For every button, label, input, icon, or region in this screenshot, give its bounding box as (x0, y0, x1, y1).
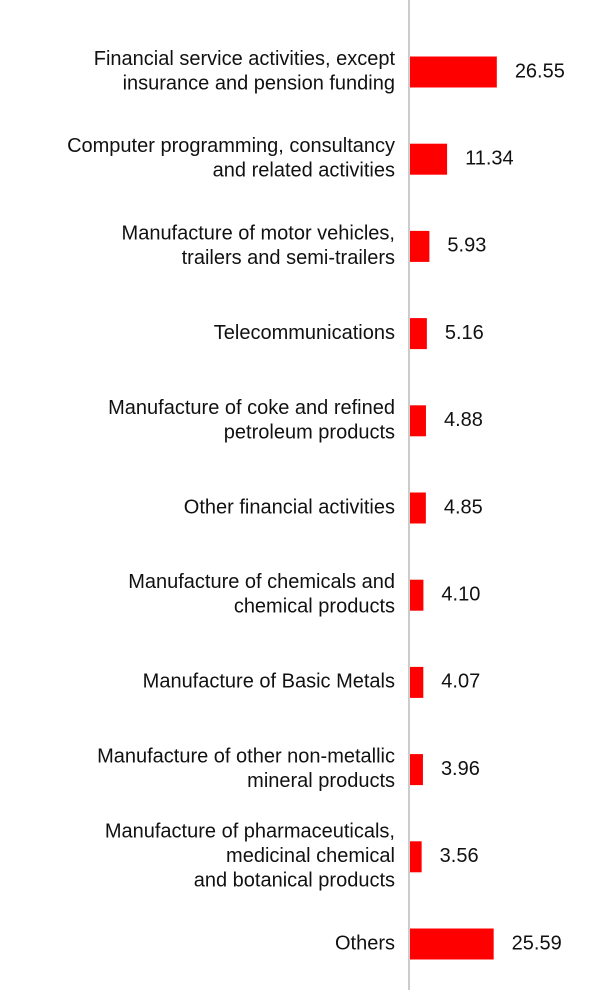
value-label: 11.34 (465, 147, 514, 170)
category-label: trailers and semi-trailers (181, 246, 395, 269)
bar (410, 580, 423, 611)
value-label: 3.56 (439, 845, 479, 868)
category-label: Computer programming, consultancy (67, 135, 395, 158)
value-label: 4.85 (443, 496, 483, 519)
category-label: Manufacture of pharmaceuticals, (104, 820, 395, 843)
bar-row (67, 135, 514, 182)
bar (410, 57, 497, 88)
chart-rows (67, 48, 565, 959)
value-label: 4.10 (441, 583, 481, 606)
value-label: 25.59 (511, 932, 562, 955)
bar (410, 929, 494, 960)
category-label: mineral products (247, 770, 395, 793)
category-label: medicinal chemical (226, 845, 395, 868)
bar (410, 667, 423, 698)
bar (410, 144, 447, 175)
bar-row (105, 821, 479, 892)
category-label: Others (334, 932, 395, 955)
category-label: Financial service activities, except (93, 48, 395, 71)
bar-row (97, 746, 480, 793)
category-label: Manufacture of other non-metallic (97, 745, 395, 768)
bar-row (143, 667, 481, 698)
bar (410, 493, 426, 524)
bar (410, 754, 423, 785)
bar-row (335, 929, 562, 960)
value-label: 3.96 (440, 757, 480, 780)
category-label: and related activities (212, 159, 395, 182)
category-label: insurance and pension funding (122, 72, 395, 95)
category-label: Manufacture of chemicals and (128, 571, 395, 594)
value-label: 26.55 (514, 60, 565, 83)
bar (410, 405, 426, 436)
value-label: 5.93 (447, 234, 487, 257)
category-label: and botanical products (193, 869, 395, 892)
bar-row (128, 571, 480, 618)
category-label: Telecommunications (213, 321, 395, 344)
value-label: 4.07 (441, 670, 481, 693)
bar-row (108, 397, 483, 444)
category-label: Manufacture of motor vehicles, (121, 222, 395, 245)
value-label: 4.88 (443, 409, 483, 432)
category-label: petroleum products (223, 421, 395, 444)
bar-row (122, 222, 487, 269)
bar-row (214, 318, 484, 349)
value-label: 5.16 (444, 321, 484, 344)
bar-row (94, 48, 565, 95)
bar (410, 231, 429, 262)
bar-row (184, 493, 483, 524)
bar (410, 318, 427, 349)
category-label: Manufacture of coke and refined (108, 396, 395, 419)
category-label: Manufacture of Basic Metals (142, 670, 395, 693)
category-label: chemical products (233, 595, 395, 618)
category-label: Other financial activities (183, 496, 395, 519)
bar (410, 841, 422, 872)
